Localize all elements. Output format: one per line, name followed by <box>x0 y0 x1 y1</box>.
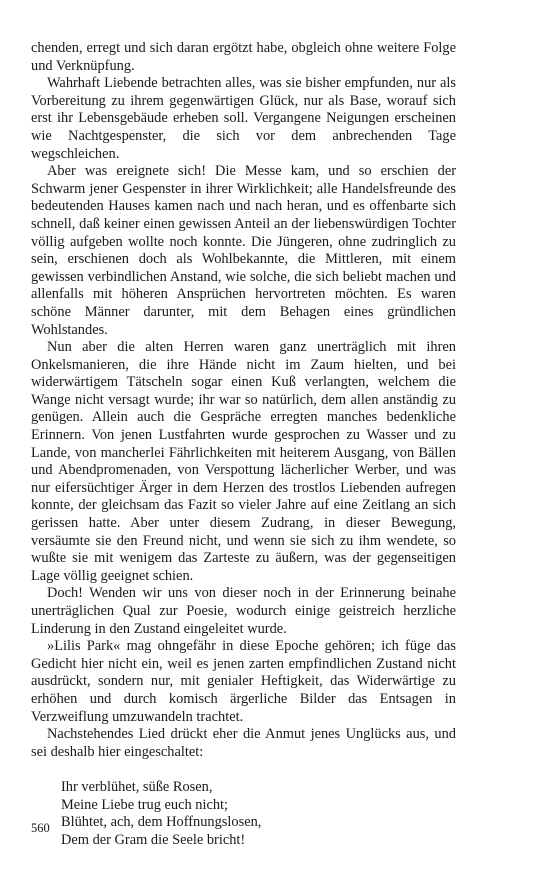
poem-line: Blühtet, ach, dem Hoffnungslosen, <box>61 814 262 831</box>
paragraph-continuation: chenden, erregt und sich daran ergötzt habe, obgleich ohne weitere Folge und Verknüpfung. <box>31 40 456 74</box>
page-number: 560 <box>31 821 50 835</box>
paragraph: Aber was ereignete sich! Die Messe kam, und so erschien der Schwarm jener Gespenster in ihrer Wirklichkeit; alle Handelsfreunde des bedeutenden Hauses kamen nach und nach heran, und es offenbarte sich schnell, daß keiner einen gewissen Anteil an der liebenswürdigen Tochter völlig aufgeben wollte noch konnte. Die Jüngeren, ohne zudringlich zu sein, erschienen doch als Wohlbekannte, die Mittleren, mit einem gewissen verbindlichen Anstand, wie solche, die sich beliebt machen und allenfalls mit höheren Ansprüchen hervortreten möchten. Es waren schöne Männer darunter, mit dem Behagen eines gründlichen Wohlstandes. <box>31 163 456 338</box>
poem-line: Meine Liebe trug euch nicht; <box>61 796 229 813</box>
paragraph: Wahrhaft Liebende betrachten alles, was sie bisher empfunden, nur als Vorbereitung zu ihrem gegenwärtigen Glück, nur als Base, worauf sich erst ihr Lebensgebäude erheben soll. Vergangene Neigungen erscheinen wie Nachtgespenster, die sich vor dem anbrechenden Tage wegschleichen. <box>31 75 456 162</box>
page-body <box>31 40 456 849</box>
paragraph: Doch! Wenden wir uns von dieser noch in der Erinnerung beinahe unerträglichen Qual zur Poesie, wodurch einige geistreich herzliche Linderung in den Zustand eingeleitet wurde. <box>31 585 456 637</box>
poem-line: Dem der Gram die Seele bricht! <box>61 831 246 848</box>
body-text <box>31 40 456 761</box>
poem-stanza <box>61 779 456 849</box>
poem-line: Ihr verblühet, süße Rosen, <box>61 778 213 795</box>
paragraph: Nun aber die alten Herren waren ganz unerträglich mit ihren Onkelsmanieren, die ihre Hände nicht im Zaum hielten, und bei widerwärtigem Tätscheln sogar einen Kuß verlangten, welchem die Wange nicht versagt wurde; ihr war so natürlich, dem allen anständig zu genügen. Allein auch die Gespräche erregten manches bedenkliche Erinnern. Von jenen Lustfahrten wurde gesprochen zu Wasser und zu Lande, von mancherlei Fährlichkeiten mit heiterem Ausgang, von Bällen und Abendpromenaden, von Verspottung lächerlicher Werber, und was nur eifersüchtiger Ärger in dem Herzen des trostlos Liebenden aufregen konnte, der gleichsam das Fazit so vieler Jahre auf eine Zeitlang an sich gerissen hatte. Aber unter diesem Zudrang, in dieser Bewegung, versäumte sie den Freund nicht, und wenn sie sich zu ihm wendete, so wußte sie mit wenigem das Zarteste zu äußern, was der gegenseitigen Lage völlig geeignet schien. <box>31 339 456 584</box>
paragraph: »Lilis Park« mag ohngefähr in diese Epoche gehören; ich füge das Gedicht hier nicht ein, weil es jenen zarten empfindlichen Zustand nicht ausdrückt, sondern nur, mit genialer Heftigkeit, das Widerwärtige zu erhöhen und durch komisch ärgerliche Bilder das Entsagen in Verzweiflung umzuwandeln trachtet. <box>31 638 456 725</box>
paragraph: Nachstehendes Lied drückt eher die Anmut jenes Unglücks aus, und sei deshalb hier eingeschaltet: <box>31 726 456 760</box>
